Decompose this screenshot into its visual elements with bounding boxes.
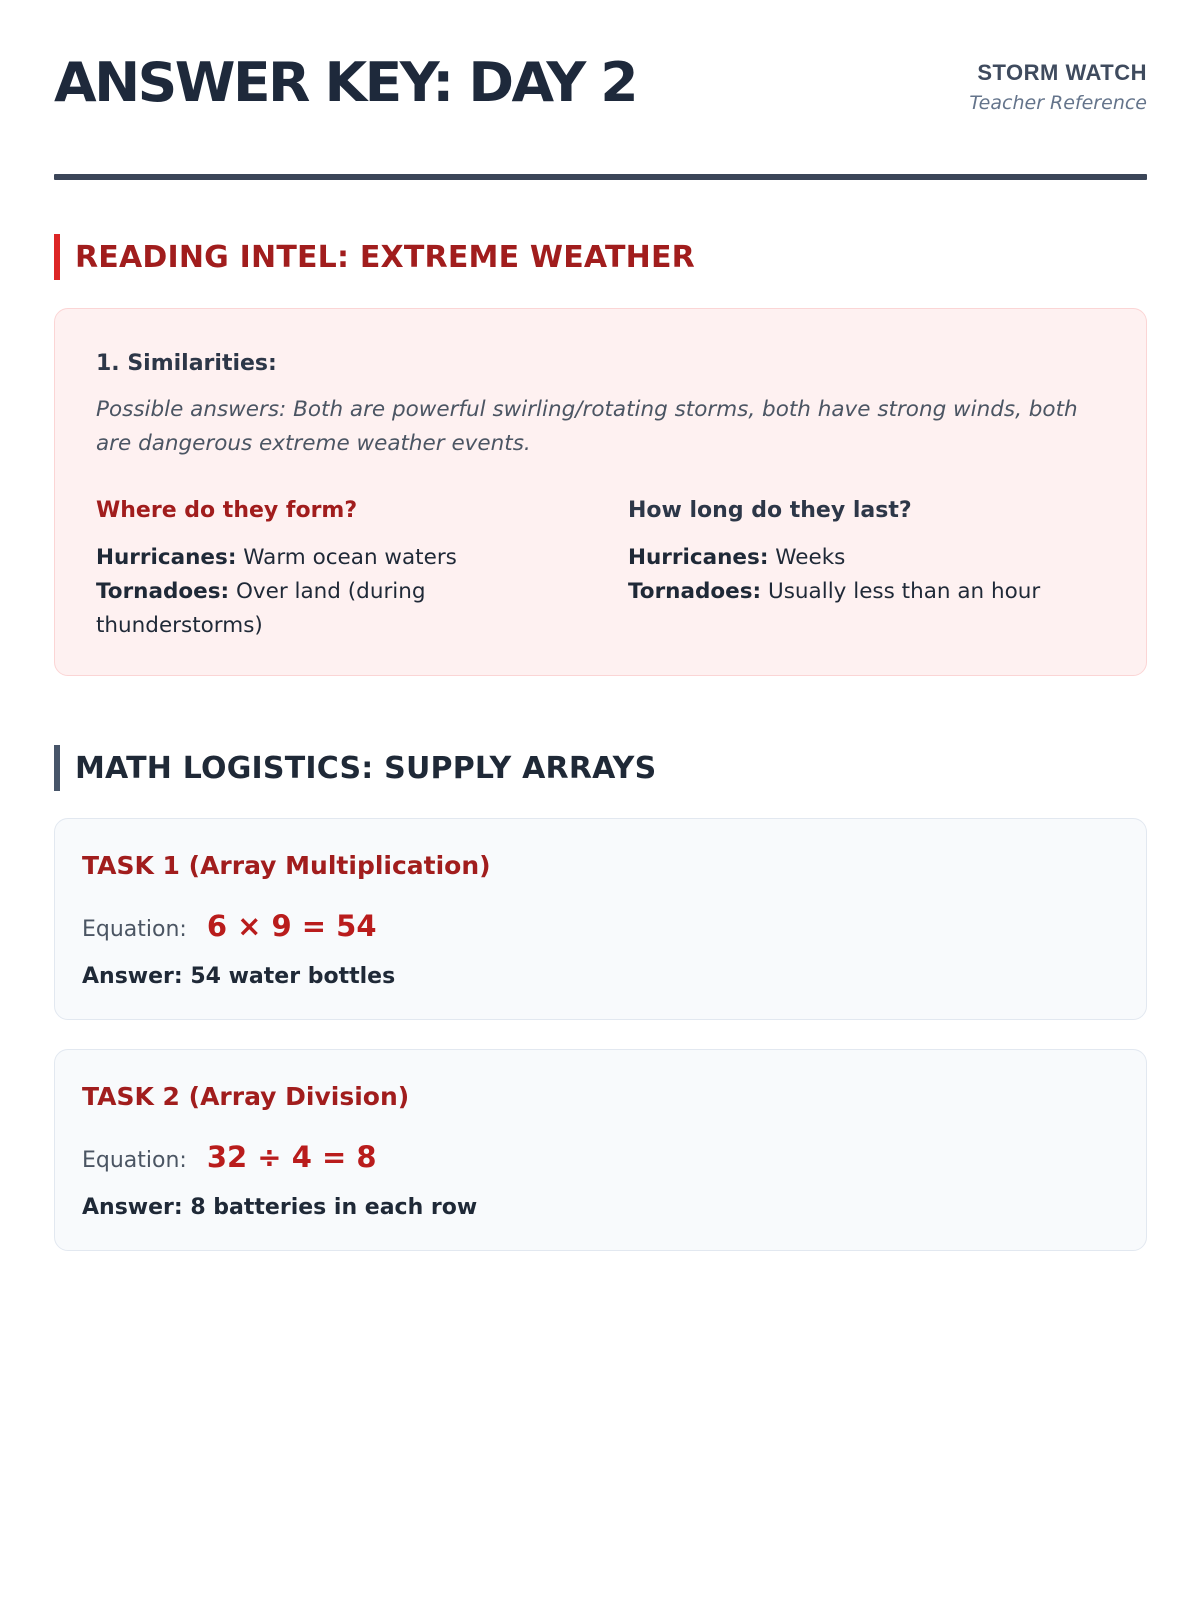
equation-label: Equation: bbox=[82, 917, 187, 942]
page-title: ANSWER KEY: DAY 2 bbox=[54, 51, 637, 114]
duration-hurricanes-label: Hurricanes: bbox=[628, 545, 769, 570]
equation-value: 32 ÷ 4 = 8 bbox=[206, 1140, 377, 1174]
equation-row bbox=[82, 909, 377, 943]
duration-hurricanes-value: Weeks bbox=[775, 545, 846, 570]
form-tornadoes-line bbox=[96, 575, 536, 643]
reading-answers-card bbox=[54, 308, 1147, 676]
equation-label: Equation: bbox=[82, 1148, 187, 1173]
task-title: TASK 1 (Array Multiplication) bbox=[82, 851, 491, 880]
duration-tornadoes-line bbox=[628, 575, 1068, 609]
form-column bbox=[96, 497, 536, 643]
task-card-1 bbox=[54, 818, 1147, 1020]
duration-column bbox=[628, 497, 1068, 609]
math-section-title: MATH LOGISTICS: SUPPLY ARRAYS bbox=[75, 750, 657, 786]
duration-hurricanes-line bbox=[628, 541, 1068, 575]
form-hurricanes-label: Hurricanes: bbox=[96, 545, 237, 570]
form-tornadoes-label: Tornadoes: bbox=[96, 579, 230, 604]
header-divider bbox=[54, 174, 1147, 180]
math-section-accent-bar bbox=[54, 745, 60, 791]
brand-name: STORM WATCH bbox=[977, 60, 1147, 85]
form-heading: Where do they form? bbox=[96, 498, 358, 523]
form-hurricanes-value: Warm ocean waters bbox=[243, 545, 457, 570]
task-card-2 bbox=[54, 1049, 1147, 1251]
equation-value: 6 × 9 = 54 bbox=[206, 909, 377, 943]
brand-block bbox=[969, 60, 1147, 114]
answer-key-page bbox=[54, 0, 1147, 1220]
page-header bbox=[54, 0, 1147, 180]
duration-tornadoes-label: Tornadoes: bbox=[628, 579, 762, 604]
task-answer: Answer: 54 water bottles bbox=[82, 964, 396, 989]
duration-heading: How long do they last? bbox=[628, 498, 912, 523]
similarities-heading: 1. Similarities: bbox=[96, 351, 277, 376]
form-hurricanes-line bbox=[96, 541, 536, 575]
reading-section-title: READING INTEL: EXTREME WEATHER bbox=[75, 239, 695, 275]
form-tornadoes-value: Over land (during thunderstorms) bbox=[96, 579, 426, 638]
task-answer: Answer: 8 batteries in each row bbox=[82, 1195, 478, 1220]
duration-tornadoes-value: Usually less than an hour bbox=[767, 579, 1041, 604]
reading-section-heading bbox=[54, 234, 695, 280]
brand-subtitle: Teacher Reference bbox=[969, 92, 1147, 114]
equation-row bbox=[82, 1140, 377, 1174]
math-section-heading bbox=[54, 745, 656, 791]
reading-section-accent-bar bbox=[54, 234, 60, 280]
task-title: TASK 2 (Array Division) bbox=[82, 1082, 410, 1111]
similarities-text: Possible answers: Both are powerful swirling/rotating storms, both have strong winds, both are dangerous extreme weather events. bbox=[96, 397, 1078, 456]
